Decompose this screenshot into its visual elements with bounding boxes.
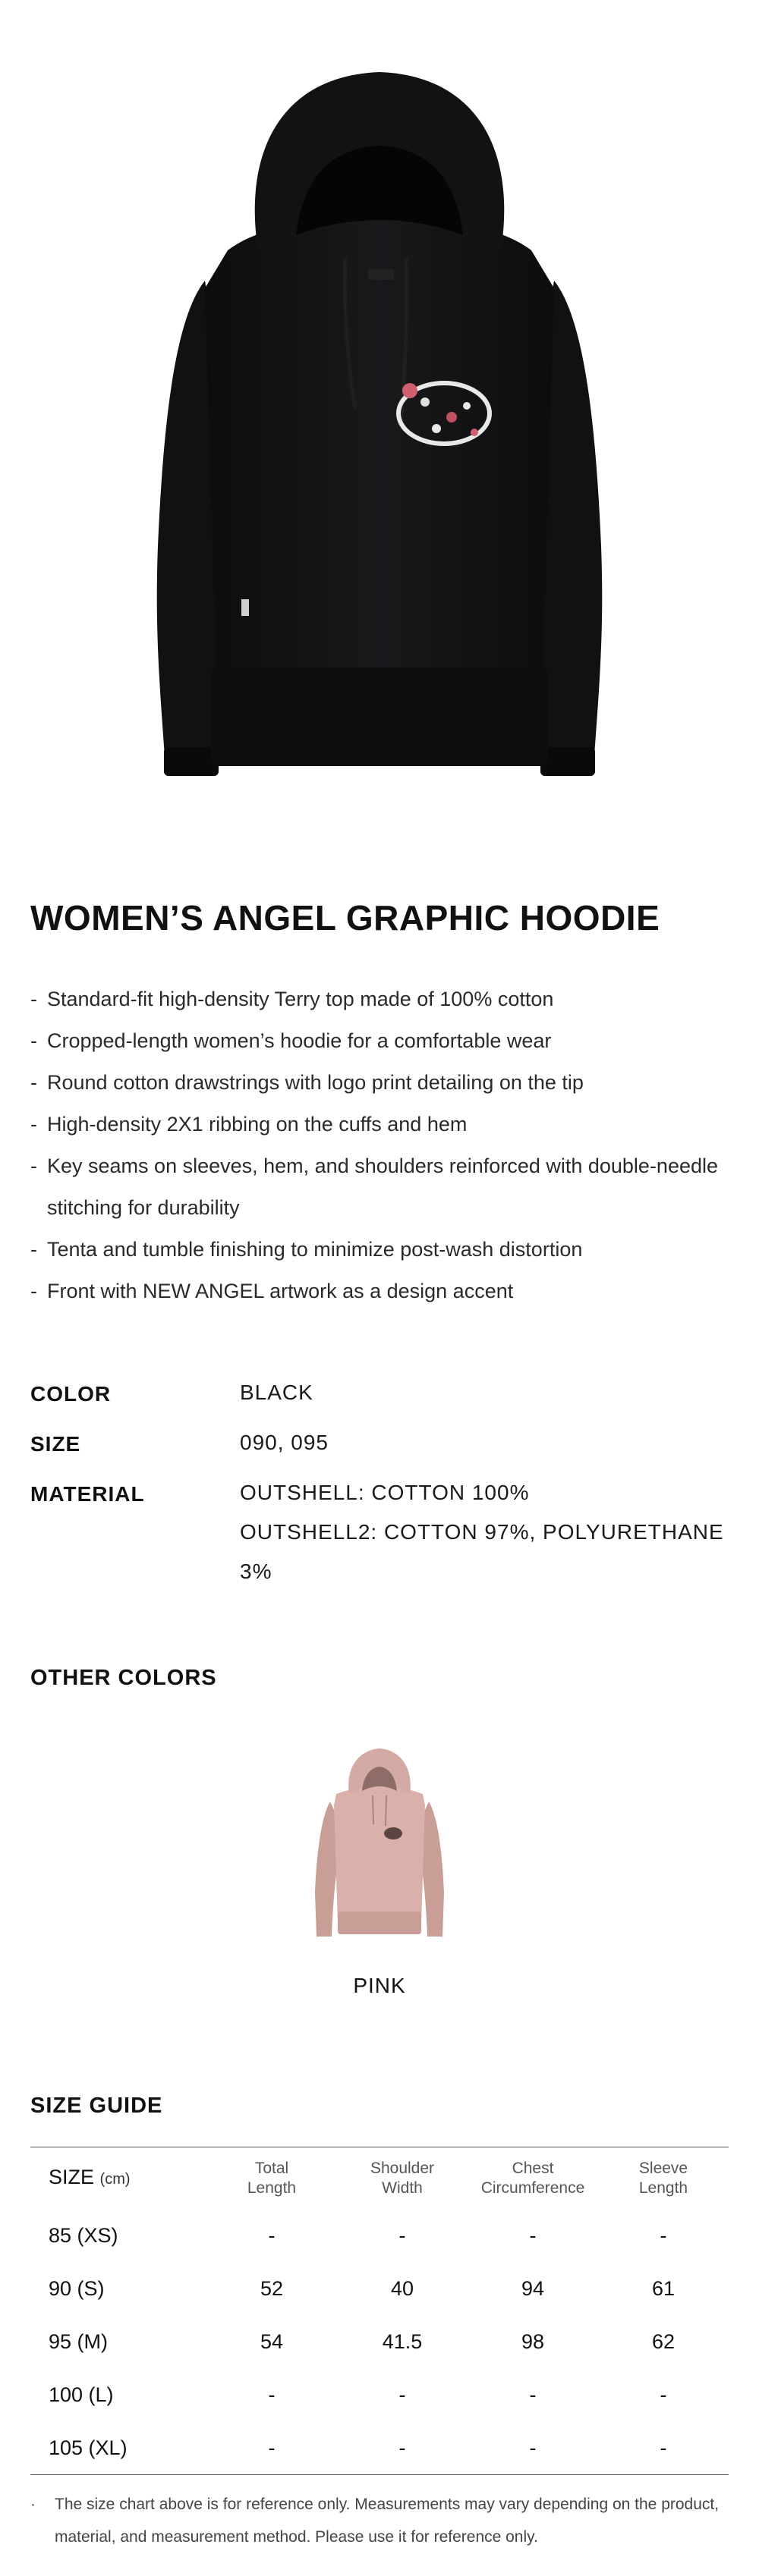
cell-sleeve-length: - xyxy=(660,2224,667,2247)
cell-shoulder-width: - xyxy=(398,2224,406,2247)
other-colors-heading: OTHER COLORS xyxy=(30,1666,217,1690)
feature-item: - Standard-fit high-density Terry top made of 100% cotton xyxy=(30,979,736,1020)
spec-label: COLOR xyxy=(30,1382,112,1406)
material-line: OUTSHELL2: COTTON 97%, POLYURETHANE 3% xyxy=(240,1520,724,1583)
cell-total-length: 52 xyxy=(260,2277,284,2300)
black-hoodie-image xyxy=(0,0,759,834)
cell-chest: 94 xyxy=(521,2277,545,2300)
size-guide-note: · The size chart above is for reference only. Measurements may vary depending on the product, material, and measurement method. Please use it for reference only. xyxy=(30,2488,736,2553)
size-guide-heading: SIZE GUIDE xyxy=(30,2094,163,2118)
cell-chest: - xyxy=(529,2383,537,2406)
product-title: WOMEN’S ANGEL GRAPHIC HOODIE xyxy=(30,898,660,938)
table-row xyxy=(30,2263,729,2316)
row-size: 90 (S) xyxy=(49,2277,105,2300)
feature-item: - Cropped-length women’s hoodie for a comfortable wear xyxy=(30,1020,736,1062)
row-size: 100 (L) xyxy=(49,2383,114,2406)
size-column-header xyxy=(30,2147,206,2210)
feature-list xyxy=(30,979,736,1312)
feature-item: - Tenta and tumble finishing to minimize post-wash distortion xyxy=(30,1229,736,1271)
size-label: SIZE xyxy=(49,2166,95,2189)
cell-sleeve-length: - xyxy=(598,2422,729,2475)
cell-sleeve-length: 61 xyxy=(651,2277,676,2300)
spec-label: SIZE xyxy=(30,1432,81,1456)
table-row xyxy=(30,2369,729,2422)
row-size: 105 (XL) xyxy=(30,2422,206,2475)
cell-shoulder-width: 40 xyxy=(390,2277,414,2300)
cell-chest: - xyxy=(468,2422,598,2475)
cell-total-length: 54 xyxy=(260,2330,284,2353)
size-unit: (cm) xyxy=(99,2171,131,2188)
row-size: 85 (XS) xyxy=(49,2224,118,2247)
column-header-total-length: Total Length xyxy=(206,2147,337,2210)
material-line: OUTSHELL: COTTON 100% xyxy=(240,1481,530,1504)
cell-total-length: - xyxy=(206,2422,337,2475)
feature-item: - High-density 2X1 ribbing on the cuffs and hem xyxy=(30,1104,736,1145)
cell-shoulder-width: - xyxy=(337,2422,468,2475)
feature-item: - Round cotton drawstrings with logo print detailing on the tip xyxy=(30,1062,736,1104)
cell-sleeve-length: - xyxy=(660,2383,667,2406)
spec-value xyxy=(240,1473,736,1591)
table-row xyxy=(30,2422,729,2475)
column-header-sleeve-length: Sleeve Length xyxy=(598,2147,729,2210)
feature-item: - Front with NEW ANGEL artwork as a design accent xyxy=(30,1271,736,1312)
color-option-pink[interactable] xyxy=(300,1741,459,1953)
pink-hoodie-image xyxy=(300,1741,459,1953)
product-hero-image xyxy=(0,0,759,834)
table-header-row xyxy=(30,2147,729,2210)
table-row xyxy=(30,2316,729,2369)
table-row xyxy=(30,2210,729,2263)
feature-item xyxy=(30,1145,736,1229)
cell-total-length: - xyxy=(268,2383,276,2406)
color-option-label: PINK xyxy=(353,1974,406,1997)
size-guide-table xyxy=(30,2147,729,2475)
cell-chest: 98 xyxy=(521,2330,545,2353)
column-header-chest: Chest Circumference xyxy=(468,2147,598,2210)
cell-chest: - xyxy=(529,2224,537,2247)
cell-sleeve-length: 62 xyxy=(651,2330,676,2353)
spec-value: BLACK xyxy=(240,1381,313,1404)
column-header-shoulder-width: Shoulder Width xyxy=(337,2147,468,2210)
row-size: 95 (M) xyxy=(49,2330,109,2353)
feature-text: Key seams on sleeves, hem, and shoulders reinforced with double-needle stitching for durability xyxy=(47,1154,719,1219)
spec-label: MATERIAL xyxy=(30,1482,145,1506)
cell-total-length: - xyxy=(268,2224,276,2247)
cell-shoulder-width: - xyxy=(398,2383,406,2406)
cell-shoulder-width: 41.5 xyxy=(382,2330,423,2353)
spec-value: 090, 095 xyxy=(240,1431,329,1454)
